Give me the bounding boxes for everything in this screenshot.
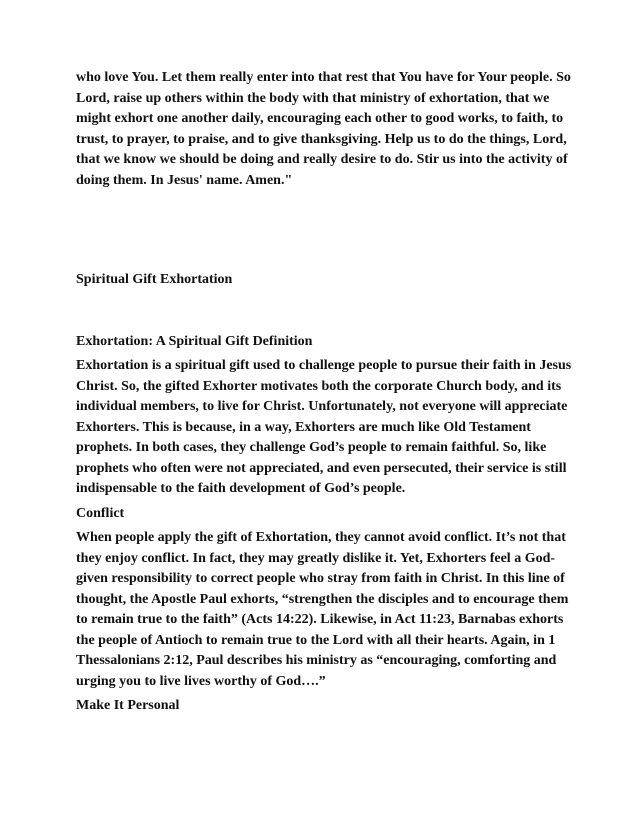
spacer [76, 291, 572, 332]
section-title: Spiritual Gift Exhortation [76, 272, 233, 287]
opening-paragraph: who love You. Let them really enter into that rest that You have for Your people. So Lord, raise up others within the body with that ministry of exhortation, that we might exhort one another daily, encouraging each other to good works, to faith, to trust, to prayer, to praise, and to give thanksgiving. Help us to do the things, Lord, that we know we should be doing and really desire to do. Stir us into the activity of doing them. In Jesus' name. Amen." [76, 70, 571, 188]
definition-heading: Exhortation: A Spiritual Gift Definition [76, 333, 313, 349]
spacer [76, 191, 572, 270]
conflict-heading: Conflict [76, 505, 125, 521]
definition-paragraph: Exhortation is a spiritual gift used to challenge people to pursue their faith in Jesus Christ. So, the gifted Exhorter motivates both the corporate Church body, and its individual members, to live for Christ. Unfortunately, not everyone will appreciate Exhorters. This is because, in a way, Exhorters are much like Old Testament prophets. In both cases, they challenge God’s people to remain faithful. So, like prophets who often were not appreciated, and even persecuted, their service is still indispensable to the faith development of God’s people. [76, 358, 572, 496]
personal-heading: Make It Personal [76, 698, 180, 713]
conflict-paragraph: When people apply the gift of Exhortation, they cannot avoid conflict. It’s not that they enjoy conflict. In fact, they may greatly dislike it. Yet, Exhorters feel a God-given responsibility to correct people who stray from faith in Christ. In this line of thought, the Apostle Paul exhorts, “strengthen the disciples and to encourage them to remain true to the faith” (Acts 14:22). Likewise, in Act 11:23, Barnabas exhorts the people of Antioch to remain true to the Lord with all their hearts. Again, in 1 Thessalonians 2:12, Paul describes his ministry as “encouraging, comforting and urging you to live lives worthy of God….” [76, 530, 569, 689]
document-page [76, 68, 572, 717]
